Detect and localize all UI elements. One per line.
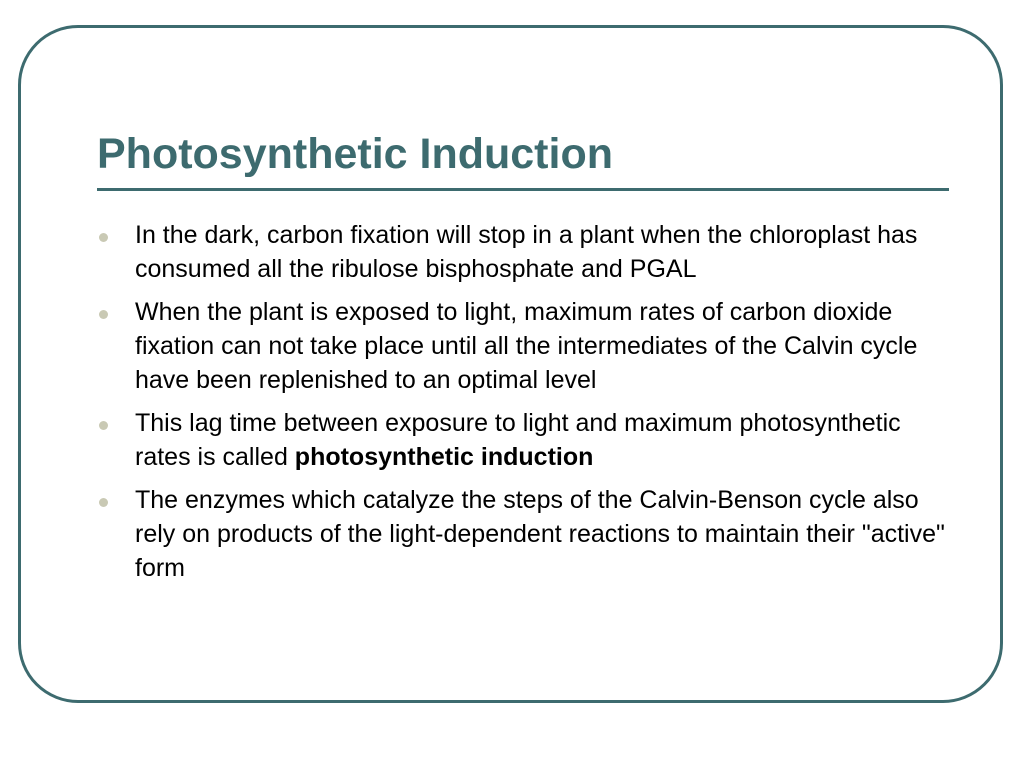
bullet-item [97,295,947,397]
bullet-item [97,218,947,286]
bullet-dot-icon [99,498,108,507]
title-divider [97,188,949,191]
bullet-dot-icon [99,310,108,319]
bullet-item [97,483,947,585]
bullet-item [97,406,947,474]
bullet-text: When the plant is exposed to light, maximum rates of carbon dioxide fixation can not take place until all the intermediates of the Calvin cycle have been replenished to an optimal level [135,298,918,394]
bullet-text: In the dark, carbon fixation will stop in a plant when the chloroplast has consumed all the ribulose bisphosphate and PGAL [135,221,918,283]
bullet-text: The enzymes which catalyze the steps of the Calvin-Benson cycle also rely on products of the light-dependent reactions to maintain their "active" form [135,486,945,582]
bullet-dot-icon [99,421,108,430]
bullet-dot-icon [99,233,108,242]
slide-title: Photosynthetic Induction [97,130,613,178]
bullet-bold-term: photosynthetic induction [294,443,594,471]
bullet-text: This lag time between exposure to light and maximum photosynthetic rates is called [135,409,901,471]
bullet-list [97,218,947,594]
